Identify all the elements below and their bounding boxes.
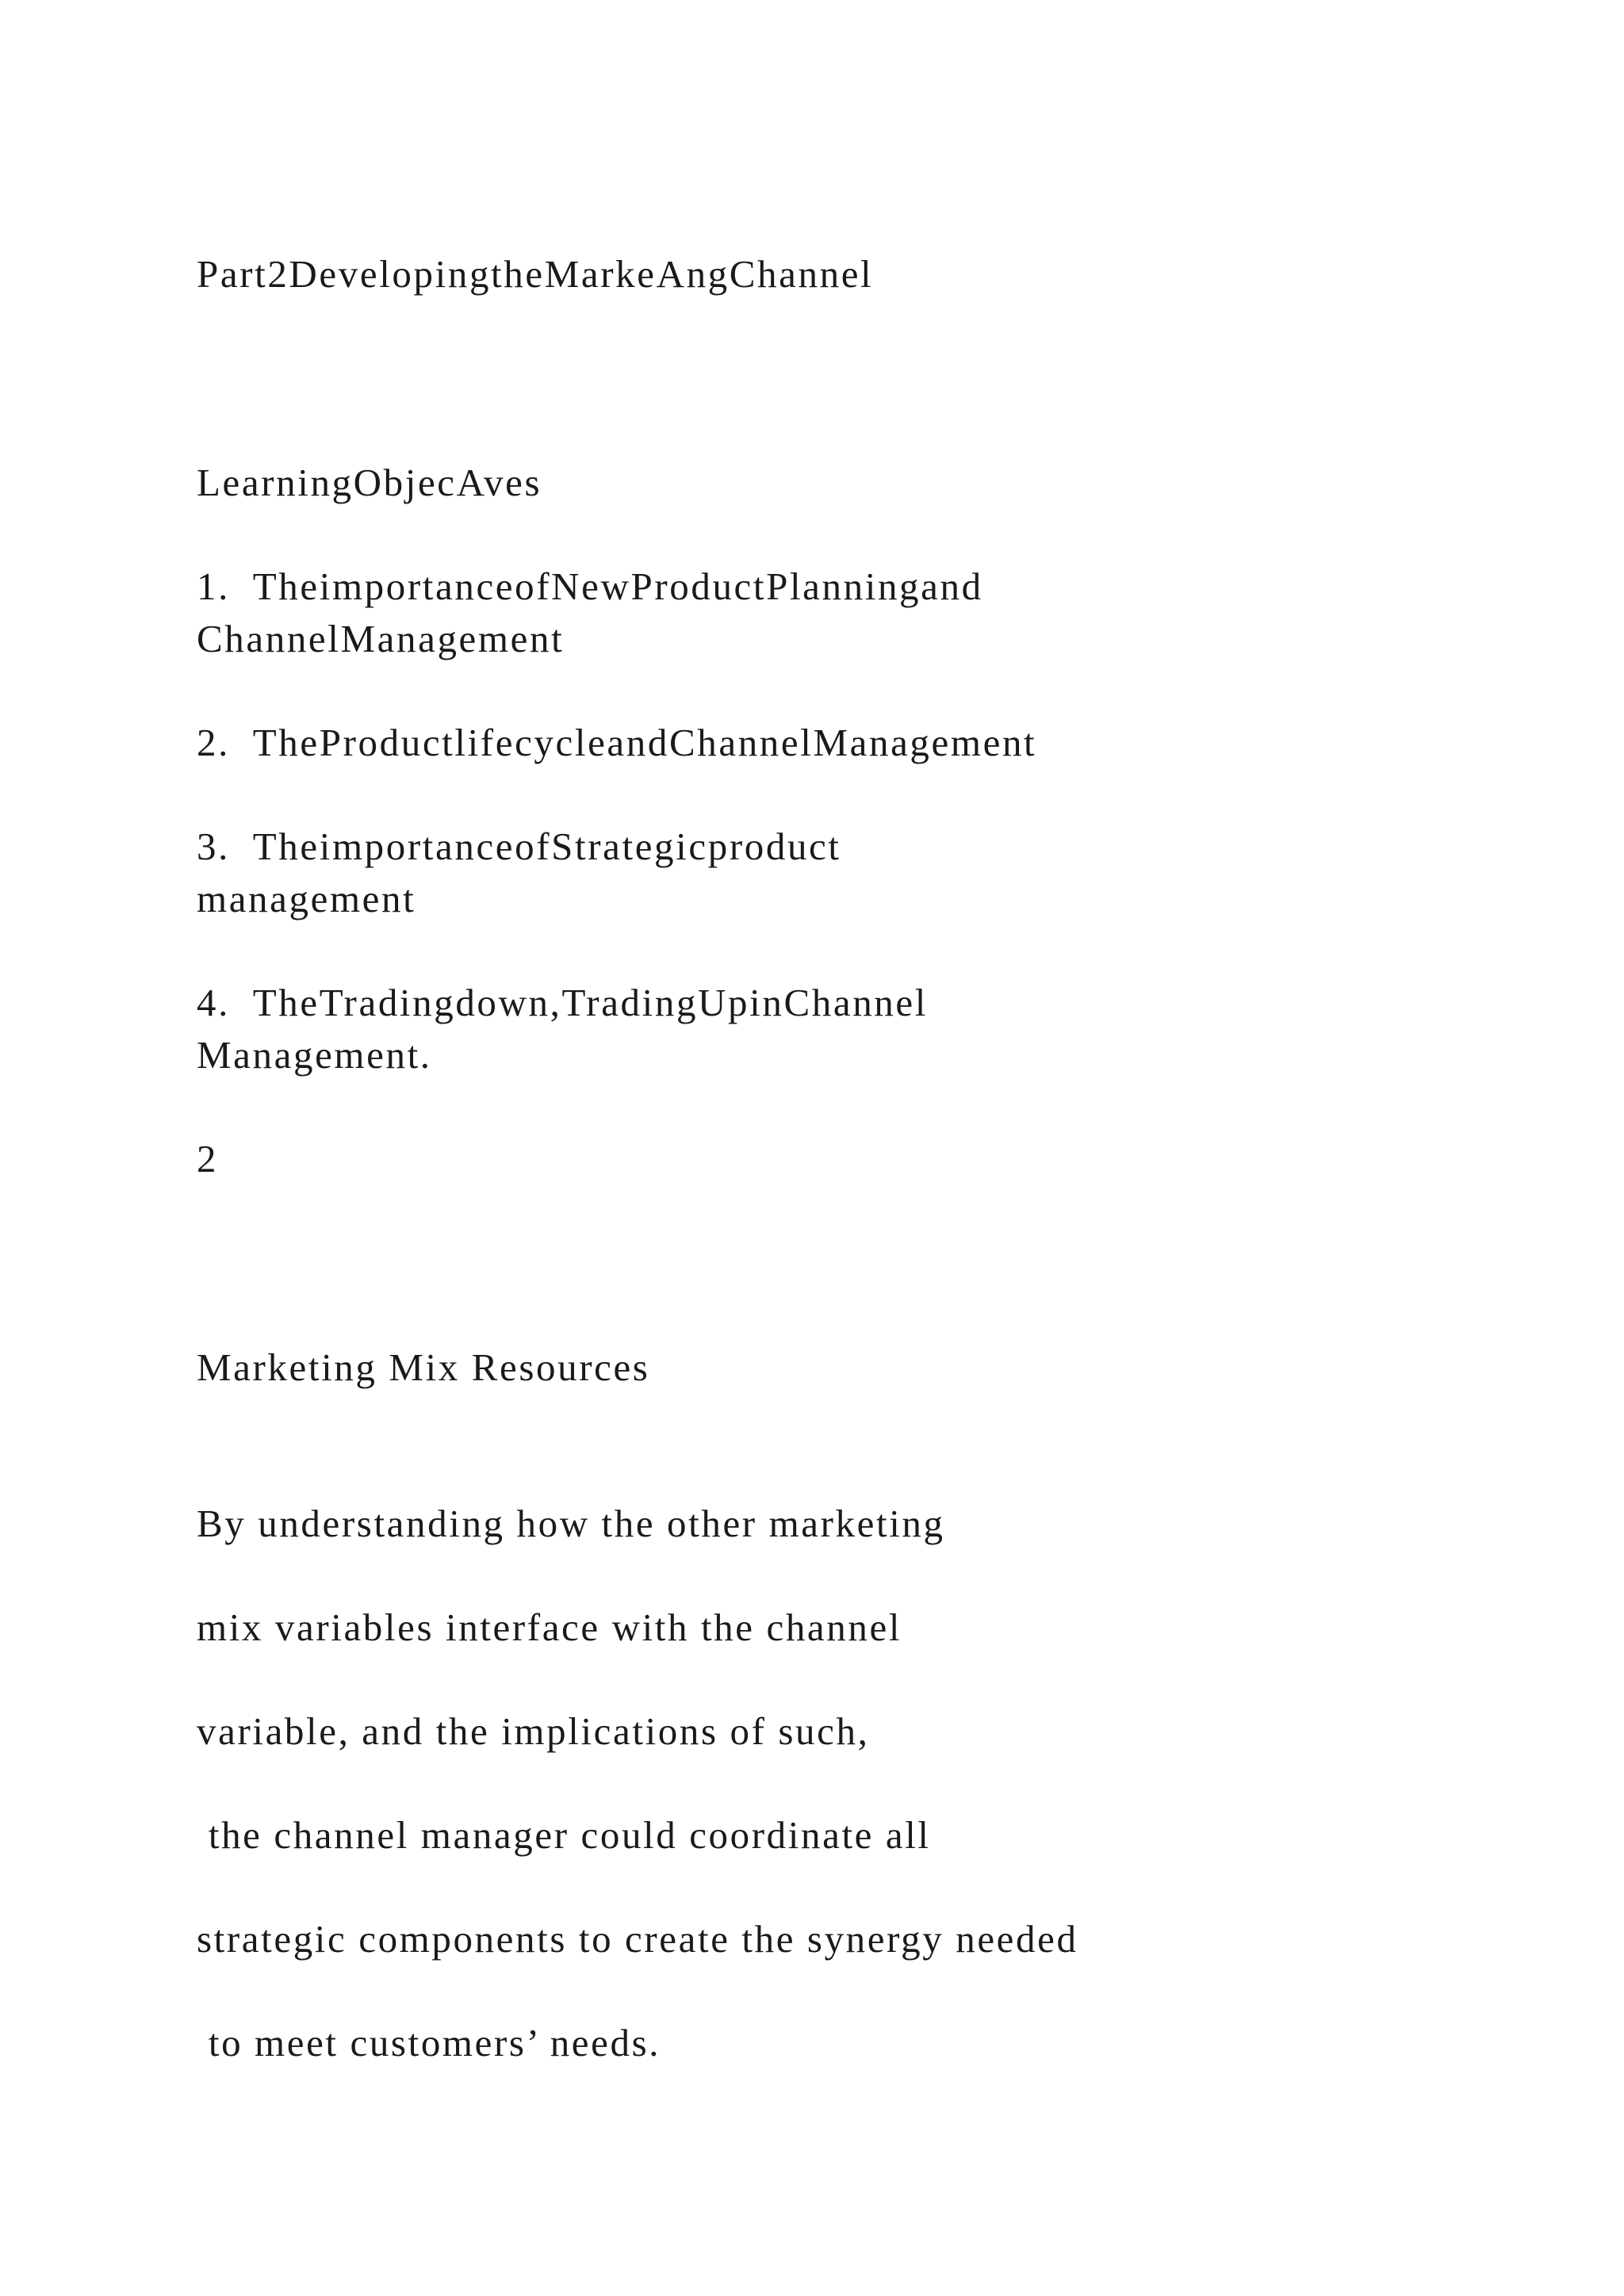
marketing-mix-line-6: to meet customers’ needs.	[197, 2021, 661, 2064]
learning-objectives-heading: LearningObjecAves	[197, 461, 542, 504]
objective-1-line-2: ChannelManagement	[197, 617, 565, 660]
objective-4-line-1: 4. TheTradingdown,TradingUpinChannel	[197, 981, 928, 1024]
marketing-mix-line-3: variable, and the implications of such,	[197, 1709, 870, 1753]
marketing-mix-heading: Marketing Mix Resources	[197, 1345, 650, 1389]
marketing-mix-line-1: By understanding how the other marketing	[197, 1502, 945, 1545]
objective-3-line-2: management	[197, 877, 416, 920]
marketing-mix-line-2: mix variables interface with the channel	[197, 1605, 902, 1649]
objective-1-line-1: 1. TheimportanceofNewProductPlanningand	[197, 564, 983, 608]
slide-number: 2	[197, 1137, 219, 1181]
objective-4-line-2: Management.	[197, 1033, 432, 1077]
objective-2-line-1: 2. TheProductlifecycleandChannelManagement	[197, 721, 1037, 764]
marketing-mix-line-5: strategic components to create the synergy needed	[197, 1917, 1078, 1961]
marketing-mix-line-4: the channel manager could coordinate all	[197, 1813, 931, 1857]
document-title: Part2DevelopingtheMarkeAngChannel	[197, 252, 874, 296]
objective-3-line-1: 3. TheimportanceofStrategicproduct	[197, 825, 841, 868]
